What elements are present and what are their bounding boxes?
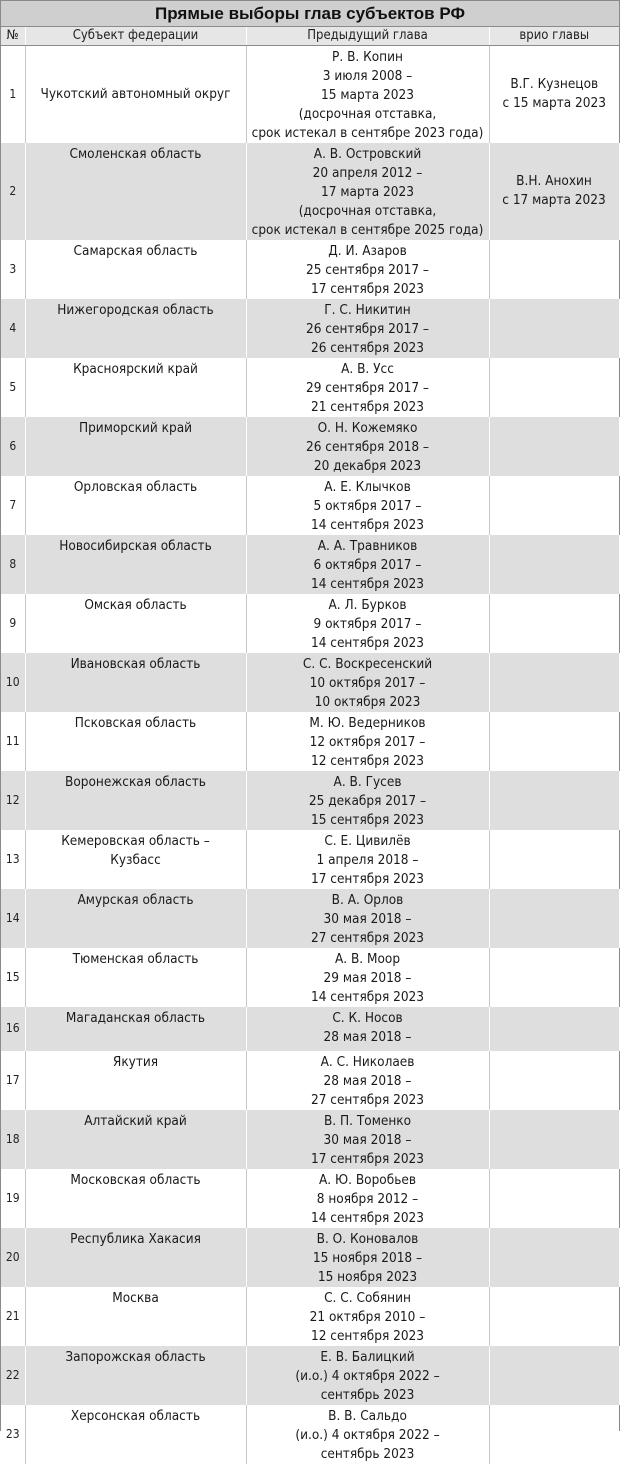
row-number: 5 xyxy=(1,358,25,417)
table-row xyxy=(1,948,619,1007)
row-previous-head: А. Ю. Воробьев 8 ноября 2012 – 14 сентября 2023 xyxy=(246,1169,489,1228)
row-acting-head xyxy=(489,1007,619,1051)
table-row xyxy=(1,1405,619,1464)
header-acting: врио главы xyxy=(489,27,619,45)
row-subject: Воронежская область xyxy=(25,771,246,830)
row-subject: Якутия xyxy=(25,1051,246,1110)
table-row xyxy=(1,1051,619,1110)
table-row xyxy=(1,240,619,299)
row-acting-head xyxy=(489,594,619,653)
table-row xyxy=(1,1110,619,1169)
row-acting-head xyxy=(489,299,619,358)
row-previous-head: Е. В. Балицкий (и.о.) 4 октября 2022 – сентябрь 2023 xyxy=(246,1346,489,1405)
row-acting-head xyxy=(489,417,619,476)
row-number: 9 xyxy=(1,594,25,653)
table-row xyxy=(1,299,619,358)
row-subject: Самарская область xyxy=(25,240,246,299)
table-row xyxy=(1,358,619,417)
row-acting-head xyxy=(489,889,619,948)
row-number: 23 xyxy=(1,1405,25,1464)
table-row xyxy=(1,830,619,889)
row-acting-head: В.Н. Анохин с 17 марта 2023 xyxy=(489,143,619,240)
row-subject: Нижегородская область xyxy=(25,299,246,358)
row-subject: Ивановская область xyxy=(25,653,246,712)
row-acting-head: В.Г. Кузнецов с 15 марта 2023 xyxy=(489,45,619,143)
row-number: 12 xyxy=(1,771,25,830)
row-subject: Новосибирская область xyxy=(25,535,246,594)
table-row xyxy=(1,143,619,240)
row-number: 13 xyxy=(1,830,25,889)
row-subject: Республика Хакасия xyxy=(25,1228,246,1287)
row-subject: Херсонская область xyxy=(25,1405,246,1464)
header-subject: Субъект федерации xyxy=(25,27,246,45)
row-previous-head: В. А. Орлов 30 мая 2018 – 27 сентября 2023 xyxy=(246,889,489,948)
row-acting-head xyxy=(489,771,619,830)
row-previous-head: О. Н. Кожемяко 26 сентября 2018 – 20 декабря 2023 xyxy=(246,417,489,476)
row-previous-head: А. С. Николаев 28 мая 2018 – 27 сентября 2023 xyxy=(246,1051,489,1110)
row-number: 14 xyxy=(1,889,25,948)
row-number: 17 xyxy=(1,1051,25,1110)
row-previous-head: С. К. Носов 28 мая 2018 – xyxy=(246,1007,489,1051)
row-previous-head: Р. В. Копин 3 июля 2008 – 15 марта 2023 (досрочная отставка, срок истекал в сентябре 2023 года) xyxy=(246,45,489,143)
table-row xyxy=(1,1346,619,1405)
row-subject: Запорожская область xyxy=(25,1346,246,1405)
table-row xyxy=(1,1287,619,1346)
row-previous-head: А. Е. Клычков 5 октября 2017 – 14 сентября 2023 xyxy=(246,476,489,535)
table-row xyxy=(1,417,619,476)
row-previous-head: А. В. Гусев 25 декабря 2017 – 15 сентября 2023 xyxy=(246,771,489,830)
row-subject: Кемеровская область – Кузбасс xyxy=(25,830,246,889)
row-previous-head: А. В. Островский 20 апреля 2012 – 17 марта 2023 (досрочная отставка, срок истекал в сентябре 2025 года) xyxy=(246,143,489,240)
row-subject: Амурская область xyxy=(25,889,246,948)
row-previous-head: В. В. Сальдо (и.о.) 4 октября 2022 – сентябрь 2023 xyxy=(246,1405,489,1464)
header-num: № xyxy=(1,27,25,45)
row-acting-head xyxy=(489,1405,619,1464)
row-previous-head: С. С. Собянин 21 октября 2010 – 12 сентября 2023 xyxy=(246,1287,489,1346)
row-number: 3 xyxy=(1,240,25,299)
table-row xyxy=(1,45,619,143)
row-acting-head xyxy=(489,358,619,417)
row-acting-head xyxy=(489,1346,619,1405)
table-body xyxy=(1,45,619,1464)
row-acting-head xyxy=(489,712,619,771)
row-acting-head xyxy=(489,948,619,1007)
table-row xyxy=(1,1169,619,1228)
row-previous-head: А. А. Травников 6 октября 2017 – 14 сентября 2023 xyxy=(246,535,489,594)
row-previous-head: Г. С. Никитин 26 сентября 2017 – 26 сентября 2023 xyxy=(246,299,489,358)
row-number: 10 xyxy=(1,653,25,712)
table-row xyxy=(1,1007,619,1051)
row-number: 11 xyxy=(1,712,25,771)
row-subject: Омская область xyxy=(25,594,246,653)
row-acting-head xyxy=(489,1051,619,1110)
table-row xyxy=(1,476,619,535)
row-acting-head xyxy=(489,535,619,594)
row-acting-head xyxy=(489,1110,619,1169)
row-acting-head xyxy=(489,1169,619,1228)
table-row xyxy=(1,1228,619,1287)
row-subject: Приморский край xyxy=(25,417,246,476)
row-subject: Красноярский край xyxy=(25,358,246,417)
row-number: 20 xyxy=(1,1228,25,1287)
table-row xyxy=(1,889,619,948)
row-number: 18 xyxy=(1,1110,25,1169)
row-previous-head: М. Ю. Ведерников 12 октября 2017 – 12 сентября 2023 xyxy=(246,712,489,771)
row-subject: Чукотский автономный округ xyxy=(25,45,246,143)
row-previous-head: А. В. Усс 29 сентября 2017 – 21 сентября 2023 xyxy=(246,358,489,417)
table-row xyxy=(1,712,619,771)
table-row xyxy=(1,771,619,830)
row-subject: Орловская область xyxy=(25,476,246,535)
row-subject: Тюменская область xyxy=(25,948,246,1007)
row-previous-head: Д. И. Азаров 25 сентября 2017 – 17 сентября 2023 xyxy=(246,240,489,299)
row-acting-head xyxy=(489,653,619,712)
row-subject: Московская область xyxy=(25,1169,246,1228)
row-acting-head xyxy=(489,830,619,889)
table-row xyxy=(1,653,619,712)
row-subject: Смоленская область xyxy=(25,143,246,240)
row-acting-head xyxy=(489,476,619,535)
row-number: 22 xyxy=(1,1346,25,1405)
row-number: 6 xyxy=(1,417,25,476)
header-row xyxy=(1,27,619,45)
row-subject: Москва xyxy=(25,1287,246,1346)
row-number: 8 xyxy=(1,535,25,594)
row-subject: Алтайский край xyxy=(25,1110,246,1169)
row-acting-head xyxy=(489,1287,619,1346)
row-previous-head: А. В. Моор 29 мая 2018 – 14 сентября 2023 xyxy=(246,948,489,1007)
row-number: 21 xyxy=(1,1287,25,1346)
row-number: 16 xyxy=(1,1007,25,1051)
row-previous-head: В. О. Коновалов 15 ноября 2018 – 15 ноября 2023 xyxy=(246,1228,489,1287)
row-number: 4 xyxy=(1,299,25,358)
row-number: 2 xyxy=(1,143,25,240)
row-subject: Магаданская область xyxy=(25,1007,246,1051)
row-previous-head: В. П. Томенко 30 мая 2018 – 17 сентября 2023 xyxy=(246,1110,489,1169)
row-previous-head: А. Л. Бурков 9 октября 2017 – 14 сентября 2023 xyxy=(246,594,489,653)
row-previous-head: С. Е. Цивилёв 1 апреля 2018 – 17 сентября 2023 xyxy=(246,830,489,889)
row-number: 7 xyxy=(1,476,25,535)
row-number: 15 xyxy=(1,948,25,1007)
table-title: Прямые выборы глав субъектов РФ xyxy=(1,1,619,27)
row-acting-head xyxy=(489,1228,619,1287)
row-previous-head: С. С. Воскресенский 10 октября 2017 – 10 октября 2023 xyxy=(246,653,489,712)
elections-table xyxy=(1,27,620,1464)
row-subject: Псковская область xyxy=(25,712,246,771)
row-number: 1 xyxy=(1,45,25,143)
table-row xyxy=(1,594,619,653)
row-acting-head xyxy=(489,240,619,299)
row-number: 19 xyxy=(1,1169,25,1228)
table-row xyxy=(1,535,619,594)
header-previous: Предыдущий глава xyxy=(246,27,489,45)
